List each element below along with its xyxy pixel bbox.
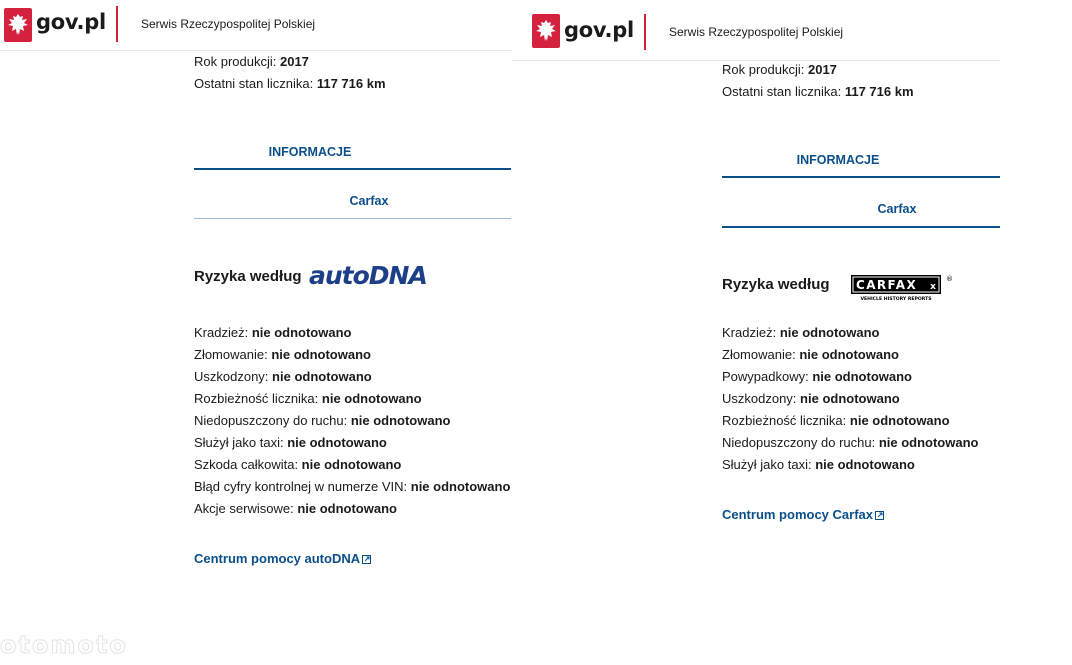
list-item: Powypadkowy: nie odnotowano (722, 369, 912, 384)
list-item: Rozbieżność licznika: nie odnotowano (722, 413, 950, 428)
left-panel (0, 0, 512, 665)
list-item: Szkoda całkowita: nie odnotowano (194, 457, 402, 472)
svg-text:®: ® (946, 275, 953, 283)
site-header (512, 0, 1000, 61)
vehicle-year: Rok produkcji: 2017 (194, 54, 309, 69)
list-item: Rozbieżność licznika: nie odnotowano (194, 391, 422, 406)
external-link-icon (875, 511, 884, 520)
vehicle-year: Rok produkcji: 2017 (722, 62, 837, 77)
tab-carfax[interactable]: Carfax (349, 194, 389, 208)
list-item: Uszkodzony: nie odnotowano (194, 369, 372, 384)
vehicle-mileage: Ostatni stan licznika: 117 716 km (194, 76, 386, 91)
tagline: Serwis Rzeczypospolitej Polskiej (669, 25, 844, 39)
tab-underline (722, 176, 1000, 178)
tab-informacje[interactable]: INFORMACJE (796, 153, 880, 167)
polish-eagle-icon (4, 8, 32, 42)
site-header (0, 0, 512, 51)
autodna-logo (308, 258, 432, 292)
list-item: Uszkodzony: nie odnotowano (722, 391, 900, 406)
list-item: Służył jako taxi: nie odnotowano (194, 435, 387, 450)
list-item: Niedopuszczony do ruchu: nie odnotowano (722, 435, 979, 450)
polish-eagle-icon (532, 14, 560, 48)
list-item: Niedopuszczony do ruchu: nie odnotowano (194, 413, 451, 428)
tab-divider (194, 218, 511, 219)
risk-title: Ryzyka według (194, 268, 302, 285)
list-item: Kradzież: nie odnotowano (194, 325, 352, 340)
tab-carfax[interactable]: Carfax (877, 202, 917, 216)
external-link-icon (362, 555, 371, 564)
carfax-logo-text: CARFAX (856, 278, 918, 292)
header-divider (116, 6, 118, 42)
svg-text:x: x (930, 282, 936, 292)
tagline: Serwis Rzeczypospolitej Polskiej (141, 17, 316, 31)
list-item: Kradzież: nie odnotowano (722, 325, 880, 340)
list-item: Złomowanie: nie odnotowano (194, 347, 371, 362)
carfax-logo (850, 274, 952, 302)
tab-divider (722, 226, 1000, 228)
carfax-logo-subtext: VEHICLE HISTORY REPORTS (860, 297, 932, 302)
list-item: Złomowanie: nie odnotowano (722, 347, 899, 362)
tab-informacje[interactable]: INFORMACJE (268, 145, 352, 159)
tab-underline (194, 168, 511, 170)
help-link-autodna[interactable]: Centrum pomocy autoDNA (194, 551, 371, 566)
risk-title: Ryzyka według (722, 276, 830, 293)
brand-name[interactable]: gov.pl (36, 10, 106, 34)
help-link-carfax[interactable]: Centrum pomocy Carfax (722, 507, 884, 522)
right-panel (512, 0, 1000, 665)
autodna-logo-text: autoDNA (309, 261, 427, 290)
list-item: Służył jako taxi: nie odnotowano (722, 457, 915, 472)
list-item: Błąd cyfry kontrolnej w numerze VIN: nie odnotowano (194, 479, 511, 494)
watermark: otomoto (0, 631, 128, 659)
list-item: Akcje serwisowe: nie odnotowano (194, 501, 397, 516)
vehicle-mileage: Ostatni stan licznika: 117 716 km (722, 84, 914, 99)
brand-name[interactable]: gov.pl (564, 18, 634, 42)
header-divider (644, 14, 646, 50)
